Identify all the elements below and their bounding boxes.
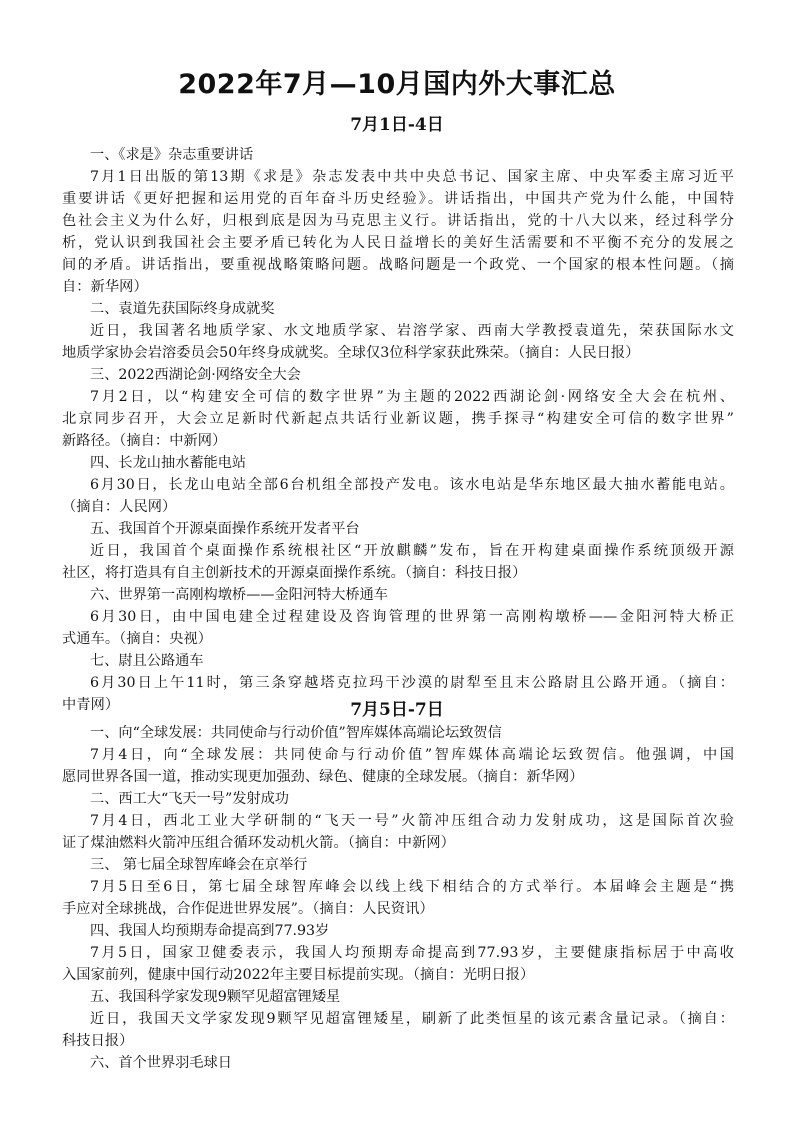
news-item-heading: 三、2022西湖论剑·网络安全大会 xyxy=(90,367,301,383)
news-item-text-line: 7月5日至6日，第七届全球智库峰会以线上线下相结合的方式举行。本届峰会主题是“携 xyxy=(90,879,734,895)
news-item-text-line: 6月30日，由中国电建全过程建设及咨询管理的世界第一高刚构墩桥——金阳河特大桥正 xyxy=(90,609,734,625)
section-body xyxy=(62,144,734,716)
news-item-text-line: 愿同世界各国一道，推动实现更加强劲、绿色、健康的全球发展。（摘自：新华网） xyxy=(62,769,584,785)
news-item-text-line: 近日，我国天文学家发现9颗罕见超富锂矮星，刷新了此类恒星的该元素含量记录。（摘自： xyxy=(90,1011,734,1027)
news-item-heading: 四、我国人均预期寿命提高到77.93岁 xyxy=(90,923,330,939)
news-item-heading: 二、西工大“飞天一号”发射成功 xyxy=(90,791,289,807)
news-item-text-line: 6月30日上午11时，第三条穿越塔克拉玛干沙漠的尉犁至且末公路尉且公路开通。（摘自： xyxy=(90,675,734,691)
news-item-text-line: 近日，我国著名地质学家、水文地质学家、岩溶学家、西南大学教授袁道先，荣获国际水文 xyxy=(90,323,734,339)
news-item xyxy=(62,584,734,650)
news-item xyxy=(62,144,734,298)
news-item-text-line: 7月5日，国家卫健委表示，我国人均预期寿命提高到77.93岁，主要健康指标居于中高收 xyxy=(90,945,734,961)
news-item xyxy=(62,452,734,518)
news-item-text-line: 地质学家协会岩溶委员会50年终身成就奖。全球仅3位科学家获此殊荣。（摘自：人民日报） xyxy=(62,345,640,361)
news-item-heading: 六、世界第一高刚构墩桥——金阳河特大桥通车 xyxy=(90,587,388,603)
news-item-text-line: 色社会主义为什么好，归根到底是因为马克思主义行。讲话指出，党的十八大以来，经过科学分 xyxy=(62,213,734,229)
news-item xyxy=(62,788,734,854)
news-item xyxy=(62,518,734,584)
news-item-heading: 二、袁道先获国际终身成就奖 xyxy=(90,301,275,317)
news-item xyxy=(62,854,734,920)
news-item xyxy=(62,986,734,1052)
news-item xyxy=(62,364,734,452)
news-item-text-line: 7月1日出版的第13期《求是》杂志发表中共中央总书记、国家主席、中央军委主席习近平 xyxy=(90,169,734,185)
news-item-text-line: 7月4日，西北工业大学研制的“飞天一号”火箭冲压组合动力发射成功，这是国际首次验 xyxy=(90,813,734,829)
news-item-heading: 三、 第七届全球智库峰会在京举行 xyxy=(90,857,308,873)
section-date: 7月5日-7日 xyxy=(350,700,444,720)
news-item-text-line: （摘自：人民网） xyxy=(62,499,177,515)
news-item-heading: 七、尉且公路通车 xyxy=(90,653,204,669)
news-item-text-line: 间的矛盾。讲话指出，要重视战略策略问题。战略问题是一个政党、一个国家的根本性问题。（摘 xyxy=(62,257,734,273)
section-date: 7月1日-4日 xyxy=(350,115,444,135)
news-item-heading: 五、我国科学家发现9颗罕见超富锂矮星 xyxy=(90,989,341,1005)
news-item-text-line: 6月30日，长龙山电站全部6台机组全部投产发电。该水电站是华东地区最大抽水蓄能电站。 xyxy=(90,477,734,493)
news-item-text-line: 式通车。（摘自：央视） xyxy=(62,631,213,647)
news-item-text-line: 析，党认识到我国社会主要矛盾已转化为人民日益增长的美好生活需要和不平衡不充分的发展之 xyxy=(62,235,734,251)
document-title: 2022年7月—10月国内外大事汇总 xyxy=(178,69,616,100)
news-item-heading: 五、我国首个开源桌面操作系统开发者平台 xyxy=(90,521,360,537)
news-item-text-line: 手应对全球挑战，合作促进世界发展”。（摘自：人民资讯） xyxy=(62,901,434,917)
news-item-text-line: 证了煤油燃料火箭冲压组合循环发动机火箭。（摘自：中新网） xyxy=(62,835,455,851)
news-item-text-line: 近日，我国首个桌面操作系统根社区“开放麒麟”发布，旨在开构建桌面操作系统顶级开源 xyxy=(90,543,734,559)
news-item-text-line: 7月4日，向“全球发展：共同使命与行动价值”智库媒体高端论坛致贺信。他强调，中国 xyxy=(90,747,734,763)
news-item xyxy=(62,298,734,364)
news-item-text-line: 中青网） xyxy=(62,697,120,713)
news-item-text-line: 重要讲话《更好把握和运用党的百年奋斗历史经验》。讲话指出，中国共产党为什么能，中国特 xyxy=(62,191,734,207)
section-body xyxy=(62,722,734,1074)
news-item xyxy=(62,920,734,986)
news-item-heading: 一、《求是》杂志重要讲话 xyxy=(90,147,254,163)
news-item-text-line: 科技日报） xyxy=(62,1033,134,1049)
news-item-text-line: 新路径。（摘自：中新网） xyxy=(62,433,227,449)
news-item-text-line: 7月2日，以“构建安全可信的数字世界”为主题的2022西湖论剑·网络安全大会在杭州、 xyxy=(90,389,734,405)
news-item xyxy=(62,722,734,788)
news-item-text-line: 北京同步召开，大会立足新时代新起点共话行业新议题，携手探寻“构建安全可信的数字世界” xyxy=(62,411,734,427)
news-item-heading: 六、首个世界羽毛球日 xyxy=(90,1055,232,1071)
news-item-text-line: 入国家前列，健康中国行动2022年主要目标提前实现。（摘自：光明日报） xyxy=(62,967,535,983)
news-item xyxy=(62,1052,734,1074)
news-item-heading: 四、长龙山抽水蓄能电站 xyxy=(90,455,247,471)
news-item-text-line: 社区，将打造具有自主创新技术的开源桌面操作系统。（摘自：科技日报） xyxy=(62,565,527,581)
news-item-text-line: 自：新华网） xyxy=(62,279,148,295)
news-item-heading: 一、向“全球发展：共同使命与行动价值”智库媒体高端论坛致贺信 xyxy=(90,725,502,741)
